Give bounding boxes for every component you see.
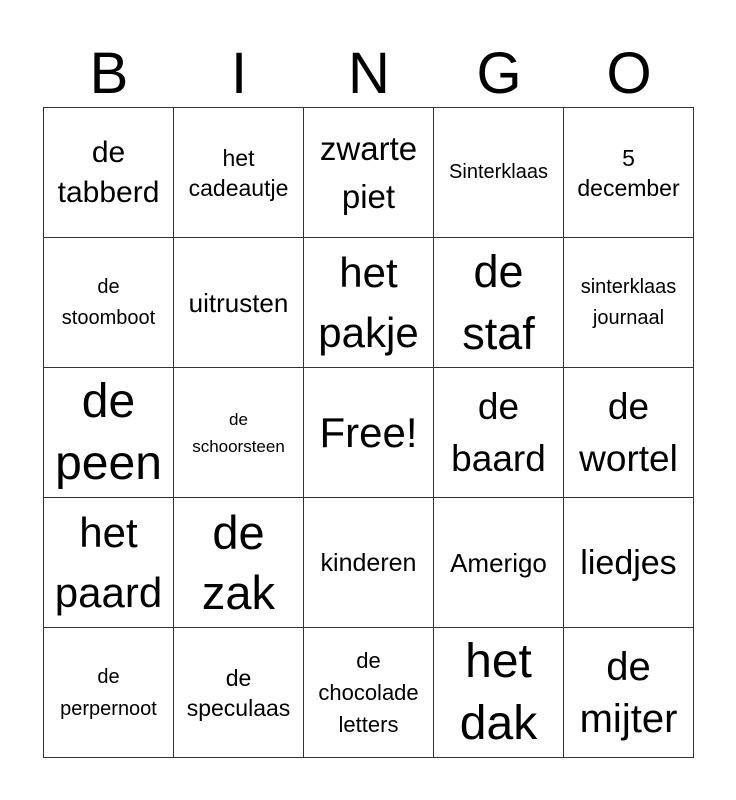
cell-label: liedjes <box>580 543 677 582</box>
bingo-cell[interactable] <box>174 368 304 498</box>
cell-label: de speculaas <box>186 664 291 721</box>
cell-label: de perpernoot <box>60 665 157 720</box>
cell-label: de peen <box>55 374 162 490</box>
cell-label: zwarte piet <box>319 129 418 215</box>
cell-label: de staf <box>462 245 535 359</box>
cell-label: de wortel <box>579 385 678 479</box>
header-letter-b: B <box>89 41 129 106</box>
bingo-cell[interactable] <box>434 108 564 238</box>
bingo-cell[interactable] <box>434 628 564 758</box>
bingo-cell[interactable] <box>174 238 304 368</box>
bingo-cell[interactable] <box>304 498 434 628</box>
header-letter-i: I <box>230 41 248 106</box>
bingo-cell[interactable] <box>44 628 174 758</box>
cell-label: de stoomboot <box>61 275 156 329</box>
header-letter-n: N <box>348 41 390 106</box>
bingo-cell[interactable] <box>44 368 174 498</box>
cell-label: uitrusten <box>188 287 289 318</box>
bingo-cell[interactable] <box>174 498 304 628</box>
cell-label: de zak <box>201 505 276 619</box>
bingo-cell[interactable] <box>564 628 694 758</box>
bingo-cell[interactable] <box>174 108 304 238</box>
bingo-cell[interactable] <box>564 108 694 238</box>
bingo-cell[interactable] <box>434 498 564 628</box>
bingo-cell[interactable] <box>434 368 564 498</box>
bingo-cell[interactable] <box>564 498 694 628</box>
cell-label: het pakje <box>318 248 419 356</box>
bingo-header <box>44 40 694 108</box>
bingo-grid <box>43 107 694 758</box>
bingo-cell[interactable] <box>564 238 694 368</box>
bingo-cell[interactable] <box>174 628 304 758</box>
cell-label: de schoorsteen <box>192 409 285 456</box>
cell-label: Amerigo <box>450 547 547 578</box>
cell-label: de baard <box>451 385 546 479</box>
bingo-cell[interactable] <box>44 238 174 368</box>
cell-label: de chocolade letters <box>318 647 419 737</box>
header-letter-o: O <box>606 41 652 106</box>
bingo-cell[interactable] <box>44 108 174 238</box>
bingo-cell[interactable] <box>434 238 564 368</box>
bingo-cell[interactable] <box>564 368 694 498</box>
bingo-cell[interactable] <box>304 628 434 758</box>
bingo-cell[interactable] <box>44 498 174 628</box>
bingo-cell[interactable] <box>304 108 434 238</box>
cell-label: de mijter <box>579 644 678 741</box>
bingo-cell[interactable] <box>304 238 434 368</box>
header-letter-g: G <box>476 41 522 106</box>
cell-label: het dak <box>459 634 538 750</box>
cell-label: het paard <box>54 508 163 616</box>
cell-label: kinderen <box>320 548 417 577</box>
cell-label: het cadeautje <box>188 144 289 201</box>
free-cell[interactable] <box>304 368 434 498</box>
cell-label: de tabberd <box>57 135 160 209</box>
cell-label: sinterklaas journaal <box>580 275 677 329</box>
cell-label: 5 december <box>577 144 680 201</box>
free-label: Free! <box>319 408 418 456</box>
cell-label: Sinterklaas <box>449 161 548 183</box>
